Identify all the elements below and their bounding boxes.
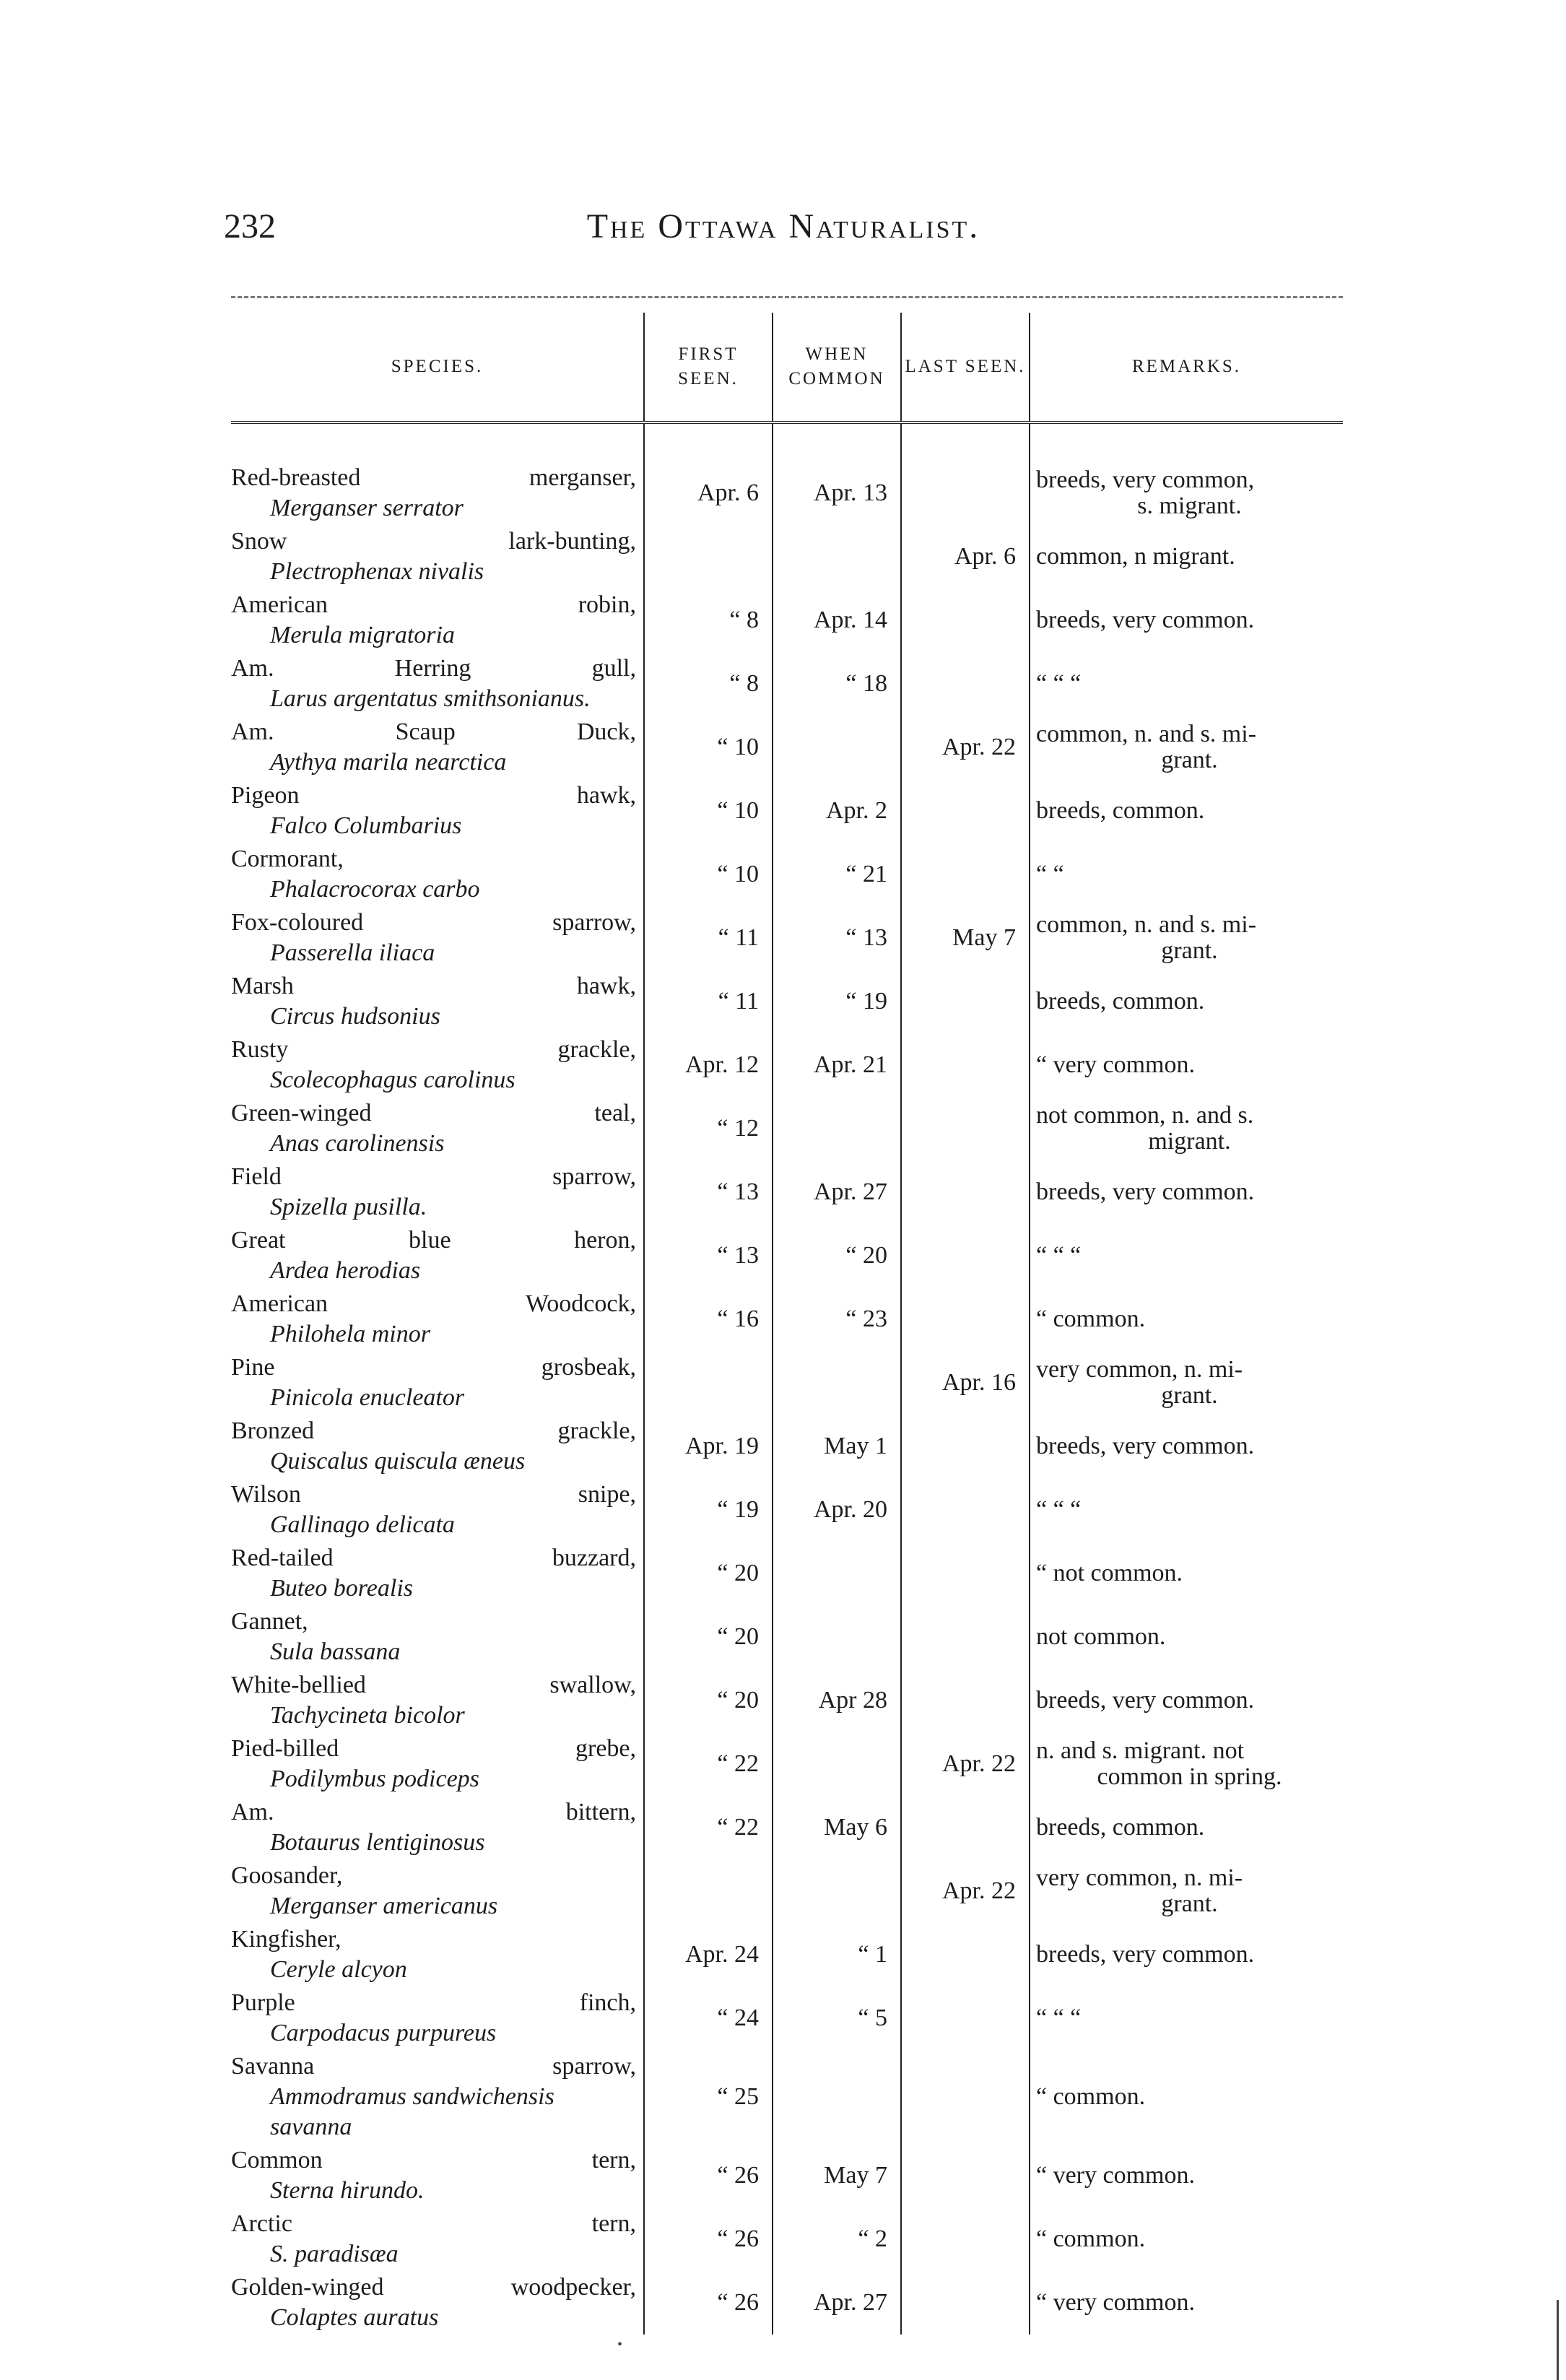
species-scientific-name: Merganser americanus	[270, 1893, 498, 1919]
remarks-line: grant.	[1161, 1890, 1218, 1917]
last-seen-cell	[901, 1605, 1030, 1669]
species-cell	[231, 1732, 644, 1796]
species-scientific-name: Gallinago delicata	[270, 1511, 455, 1538]
table-row	[231, 422, 1343, 525]
species-common-name: Purple finch,	[231, 1989, 636, 2016]
first-seen-cell: “ 22	[644, 1796, 773, 1859]
remarks-cell	[1030, 1986, 1343, 2050]
remarks-cell	[1030, 1923, 1343, 1986]
last-seen-cell: Apr. 22	[901, 716, 1030, 779]
when-common-cell: “ 19	[773, 970, 901, 1033]
table-row	[231, 1033, 1343, 1097]
last-seen-cell: Apr. 22	[901, 1732, 1030, 1796]
species-common-name: Red-breasted merganser,	[231, 464, 636, 491]
remarks-line: grant.	[1161, 1382, 1218, 1409]
remarks-line: common, n. and s. mi-	[1036, 721, 1257, 747]
species-common-name: Field sparrow,	[231, 1163, 636, 1190]
table-row	[231, 1478, 1343, 1542]
remarks-line: breeds, common.	[1036, 1814, 1205, 1841]
species-cell	[231, 1923, 644, 1986]
species-cell	[231, 422, 644, 525]
when-common-cell: Apr 28	[773, 1669, 901, 1732]
remarks-line: breeds, very common.	[1036, 1941, 1255, 1968]
species-scientific-name: Quiscalus quiscula æneus	[270, 1448, 526, 1475]
first-seen-cell: Apr. 19	[644, 1415, 773, 1478]
species-cell	[231, 1160, 644, 1224]
species-scientific-name: Ceryle alcyon	[270, 1956, 407, 1983]
remarks-line: breeds, very common.	[1036, 1433, 1255, 1459]
remarks-line: breeds, very common.	[1036, 1178, 1255, 1205]
species-scientific-name: S. paradisæa	[270, 2241, 399, 2267]
last-seen-cell	[901, 1986, 1030, 2050]
col-header-first-seen: FIRST SEEN.	[644, 313, 773, 422]
remarks-line: “ very common.	[1036, 2289, 1195, 2316]
when-common-cell: “ 2	[773, 2207, 901, 2271]
first-seen-cell	[644, 1859, 773, 1923]
remarks-line: “ common.	[1036, 1306, 1146, 1332]
remarks-line: breeds, common.	[1036, 988, 1205, 1015]
species-common-name: Golden-winged woodpecker,	[231, 2274, 636, 2301]
page-number: 232	[224, 207, 276, 246]
when-common-cell	[773, 2050, 901, 2144]
species-common-name: Cormorant,	[231, 846, 344, 872]
remarks-cell	[1030, 1732, 1343, 1796]
species-cell	[231, 779, 644, 843]
first-seen-cell: “ 10	[644, 716, 773, 779]
remarks-line: breeds, very common,	[1036, 466, 1255, 493]
first-seen-cell: “ 20	[644, 1542, 773, 1605]
last-seen-cell	[901, 1033, 1030, 1097]
when-common-cell: Apr. 20	[773, 1478, 901, 1542]
table-row	[231, 1415, 1343, 1478]
when-common-cell: Apr. 14	[773, 589, 901, 652]
table-row	[231, 1923, 1343, 1986]
when-common-cell: “ 5	[773, 1986, 901, 2050]
species-cell	[231, 2207, 644, 2271]
first-seen-cell: “ 24	[644, 1986, 773, 2050]
first-seen-cell: “ 26	[644, 2207, 773, 2271]
species-cell	[231, 2050, 644, 2144]
last-seen-cell	[901, 843, 1030, 906]
last-seen-cell	[901, 652, 1030, 716]
species-scientific-name: Circus hudsonius	[270, 1003, 440, 1030]
remarks-cell	[1030, 1478, 1343, 1542]
first-seen-cell: Apr. 12	[644, 1033, 773, 1097]
remarks-cell	[1030, 1033, 1343, 1097]
remarks-line: grant.	[1161, 747, 1218, 773]
last-seen-cell	[901, 779, 1030, 843]
remarks-line: common in spring.	[1097, 1763, 1282, 1790]
last-seen-cell	[901, 1796, 1030, 1859]
when-common-cell: Apr. 21	[773, 1033, 901, 1097]
last-seen-cell	[901, 1923, 1030, 1986]
table-row	[231, 1605, 1343, 1669]
scan-edge-bar	[1557, 2300, 1559, 2380]
species-cell	[231, 1287, 644, 1351]
species-cell	[231, 843, 644, 906]
remarks-cell	[1030, 1542, 1343, 1605]
species-common-name: Rusty grackle,	[231, 1036, 636, 1063]
remarks-cell	[1030, 1224, 1343, 1287]
when-common-cell: “ 21	[773, 843, 901, 906]
species-scientific-name: Botaurus lentiginosus	[270, 1829, 485, 1856]
col-header-when-common: WHEN COMMON	[773, 313, 901, 422]
species-common-name: Wilson snipe,	[231, 1481, 636, 1508]
when-common-cell: Apr. 2	[773, 779, 901, 843]
remarks-line: not common.	[1036, 1623, 1166, 1650]
first-seen-cell	[644, 1351, 773, 1415]
species-common-name: Fox-coloured sparrow,	[231, 909, 636, 936]
remarks-cell	[1030, 1605, 1343, 1669]
remarks-line: “ “ “	[1036, 1242, 1082, 1269]
when-common-cell	[773, 1605, 901, 1669]
first-seen-cell: “ 10	[644, 779, 773, 843]
remarks-cell	[1030, 652, 1343, 716]
table-row	[231, 1859, 1343, 1923]
last-seen-cell	[901, 1669, 1030, 1732]
when-common-cell: “ 1	[773, 1923, 901, 1986]
table-row	[231, 1351, 1343, 1415]
species-scientific-name: Merula migratoria	[270, 622, 455, 648]
remarks-line: common, n. and s. mi-	[1036, 911, 1257, 938]
species-common-name: Kingfisher,	[231, 1926, 342, 1953]
species-scientific-name: Aythya marila nearctica	[270, 749, 507, 776]
species-common-name: Pied-billed grebe,	[231, 1735, 636, 1762]
when-common-cell: “ 23	[773, 1287, 901, 1351]
species-cell	[231, 1224, 644, 1287]
last-seen-cell	[901, 1478, 1030, 1542]
remarks-cell	[1030, 1160, 1343, 1224]
species-common-name: Am. Herring gull,	[231, 655, 636, 682]
remarks-cell	[1030, 2144, 1343, 2207]
remarks-line: “ not common.	[1036, 1560, 1183, 1586]
species-scientific-name: Scolecophagus carolinus	[270, 1067, 516, 1093]
first-seen-cell: “ 22	[644, 1732, 773, 1796]
table-row	[231, 1287, 1343, 1351]
remarks-line: “ “	[1036, 861, 1064, 887]
first-seen-cell: “ 13	[644, 1160, 773, 1224]
first-seen-cell: “ 20	[644, 1669, 773, 1732]
species-common-name: Snow lark-bunting,	[231, 528, 636, 555]
table-row	[231, 2050, 1343, 2144]
species-common-name: Am. Scaup Duck,	[231, 718, 636, 745]
when-common-cell: Apr. 27	[773, 2271, 901, 2335]
last-seen-cell	[901, 1287, 1030, 1351]
remarks-cell	[1030, 779, 1343, 843]
remarks-line: common, n migrant.	[1036, 543, 1235, 570]
table-row	[231, 589, 1343, 652]
first-seen-cell: “ 26	[644, 2144, 773, 2207]
species-common-name: Goosander,	[231, 1862, 343, 1889]
species-scientific-name: Merganser serrator	[270, 495, 464, 521]
table-row	[231, 2271, 1343, 2335]
when-common-cell: “ 20	[773, 1224, 901, 1287]
last-seen-cell	[901, 970, 1030, 1033]
table-row	[231, 716, 1343, 779]
remarks-cell	[1030, 906, 1343, 970]
first-seen-cell: “ 8	[644, 589, 773, 652]
species-scientific-name: Falco Columbarius	[270, 812, 462, 839]
species-cell	[231, 716, 644, 779]
species-cell	[231, 2144, 644, 2207]
when-common-cell	[773, 525, 901, 589]
remarks-cell	[1030, 525, 1343, 589]
remarks-cell	[1030, 1669, 1343, 1732]
first-seen-cell: “ 10	[644, 843, 773, 906]
header-row	[231, 313, 1343, 422]
top-rule	[231, 296, 1343, 298]
remarks-cell	[1030, 1351, 1343, 1415]
remarks-line: grant.	[1161, 937, 1218, 964]
species-scientific-name: Spizella pusilla.	[270, 1194, 427, 1220]
table-row	[231, 1986, 1343, 2050]
remarks-line: “ “ “	[1036, 2005, 1082, 2031]
species-cell	[231, 589, 644, 652]
species-cell	[231, 1097, 644, 1160]
species-cell	[231, 1351, 644, 1415]
table-row	[231, 1097, 1343, 1160]
table-row	[231, 2144, 1343, 2207]
species-common-name: Pigeon hawk,	[231, 782, 636, 809]
when-common-cell	[773, 716, 901, 779]
when-common-cell	[773, 1859, 901, 1923]
first-seen-cell: “ 25	[644, 2050, 773, 2144]
first-seen-cell: “ 11	[644, 906, 773, 970]
table-row	[231, 525, 1343, 589]
page-header	[224, 207, 1343, 257]
remarks-line: “ very common.	[1036, 2162, 1195, 2189]
species-cell	[231, 652, 644, 716]
first-seen-cell: “ 13	[644, 1224, 773, 1287]
species-common-name: Am. bittern,	[231, 1799, 636, 1825]
migration-table-wrapper	[231, 296, 1343, 2335]
remarks-cell	[1030, 1097, 1343, 1160]
species-scientific-name: Phalacrocorax carbo	[270, 876, 480, 903]
species-scientific-name: Podilymbus podiceps	[270, 1766, 479, 1792]
when-common-cell: “ 13	[773, 906, 901, 970]
species-cell	[231, 1605, 644, 1669]
when-common-cell	[773, 1732, 901, 1796]
first-seen-cell: “ 8	[644, 652, 773, 716]
species-scientific-name: Carpodacus purpureus	[270, 2020, 497, 2046]
species-scientific-name: Larus argentatus smithsonianus.	[270, 685, 591, 712]
last-seen-cell	[901, 589, 1030, 652]
table-row	[231, 1669, 1343, 1732]
species-cell	[231, 1796, 644, 1859]
remarks-cell	[1030, 1796, 1343, 1859]
migration-table	[231, 313, 1343, 2335]
remarks-line: “ “ “	[1036, 670, 1082, 697]
species-scientific-name: Ardea herodias	[270, 1257, 421, 1284]
when-common-cell	[773, 1542, 901, 1605]
last-seen-cell	[901, 2050, 1030, 2144]
last-seen-cell	[901, 1160, 1030, 1224]
when-common-cell: May 1	[773, 1415, 901, 1478]
species-scientific-name: Buteo borealis	[270, 1575, 413, 1602]
species-scientific-name: Ammodramus sandwichensis savanna	[270, 2083, 554, 2140]
species-common-name: Pine grosbeak,	[231, 1354, 636, 1381]
remarks-cell	[1030, 589, 1343, 652]
remarks-cell	[1030, 716, 1343, 779]
last-seen-cell	[901, 2271, 1030, 2335]
last-seen-cell	[901, 1542, 1030, 1605]
species-cell	[231, 1859, 644, 1923]
remarks-cell	[1030, 2050, 1343, 2144]
table-row	[231, 1796, 1343, 1859]
species-cell	[231, 1033, 644, 1097]
table-row	[231, 2207, 1343, 2271]
remarks-cell	[1030, 1415, 1343, 1478]
species-scientific-name: Philohela minor	[270, 1321, 430, 1347]
remarks-line: very common, n. mi-	[1036, 1356, 1243, 1383]
remarks-cell	[1030, 2271, 1343, 2335]
table-row	[231, 970, 1343, 1033]
last-seen-cell	[901, 422, 1030, 525]
table-row	[231, 779, 1343, 843]
first-seen-cell: “ 11	[644, 970, 773, 1033]
remarks-cell	[1030, 422, 1343, 525]
col-header-remarks: REMARKS.	[1030, 313, 1343, 422]
remarks-line: breeds, very common.	[1036, 1687, 1255, 1714]
col-header-species: SPECIES.	[231, 313, 644, 422]
last-seen-cell: Apr. 6	[901, 525, 1030, 589]
last-seen-cell	[901, 1224, 1030, 1287]
species-common-name: White-bellied swallow,	[231, 1672, 636, 1698]
last-seen-cell: Apr. 16	[901, 1351, 1030, 1415]
first-seen-cell: “ 19	[644, 1478, 773, 1542]
stray-mark: •	[617, 2337, 623, 2353]
when-common-cell: May 7	[773, 2144, 901, 2207]
remarks-cell	[1030, 1859, 1343, 1923]
remarks-cell	[1030, 970, 1343, 1033]
when-common-cell: May 6	[773, 1796, 901, 1859]
first-seen-cell	[644, 525, 773, 589]
species-common-name: Bronzed grackle,	[231, 1417, 636, 1444]
remarks-line: “ common.	[1036, 2083, 1146, 2110]
table-row	[231, 1224, 1343, 1287]
species-scientific-name: Tachycineta bicolor	[270, 1702, 465, 1729]
species-common-name: American Woodcock,	[231, 1290, 636, 1317]
table-row	[231, 1160, 1343, 1224]
first-seen-cell: “ 12	[644, 1097, 773, 1160]
remarks-line: n. and s. migrant. not	[1036, 1737, 1245, 1764]
species-cell	[231, 906, 644, 970]
species-scientific-name: Anas carolinensis	[270, 1130, 445, 1157]
species-scientific-name: Sterna hirundo.	[270, 2177, 425, 2204]
col-header-last-seen: LAST SEEN.	[901, 313, 1030, 422]
remarks-line: “ very common.	[1036, 1051, 1195, 1078]
remarks-cell	[1030, 2207, 1343, 2271]
table-row	[231, 1542, 1343, 1605]
when-common-cell: Apr. 13	[773, 422, 901, 525]
last-seen-cell	[901, 2207, 1030, 2271]
species-common-name: Marsh hawk,	[231, 973, 636, 999]
table-body	[231, 422, 1343, 2335]
species-common-name: Great blue heron,	[231, 1227, 636, 1254]
table-row	[231, 843, 1343, 906]
remarks-line: “ “ “	[1036, 1496, 1082, 1523]
species-cell	[231, 525, 644, 589]
species-common-name: Green-winged teal,	[231, 1100, 636, 1126]
last-seen-cell	[901, 1415, 1030, 1478]
species-scientific-name: Colaptes auratus	[270, 2304, 439, 2331]
species-common-name: Common tern,	[231, 2147, 636, 2173]
remarks-line: s. migrant.	[1137, 492, 1242, 519]
species-cell	[231, 970, 644, 1033]
first-seen-cell: “ 26	[644, 2271, 773, 2335]
remarks-line: breeds, common.	[1036, 797, 1205, 824]
last-seen-cell: Apr. 22	[901, 1859, 1030, 1923]
remarks-line: breeds, very common.	[1036, 607, 1255, 633]
remarks-line: “ common.	[1036, 2225, 1146, 2252]
species-cell	[231, 1415, 644, 1478]
last-seen-cell	[901, 1097, 1030, 1160]
table-row	[231, 652, 1343, 716]
species-common-name: Savanna sparrow,	[231, 2053, 636, 2080]
species-common-name: American robin,	[231, 591, 636, 618]
remarks-line: not common, n. and s.	[1036, 1102, 1254, 1129]
when-common-cell	[773, 1351, 901, 1415]
last-seen-cell: May 7	[901, 906, 1030, 970]
species-common-name: Gannet,	[231, 1608, 308, 1635]
species-common-name: Red-tailed buzzard,	[231, 1545, 636, 1571]
remarks-line: migrant.	[1148, 1128, 1231, 1155]
species-cell	[231, 1986, 644, 2050]
remarks-cell	[1030, 843, 1343, 906]
species-scientific-name: Pinicola enucleator	[270, 1384, 465, 1411]
table-row	[231, 1732, 1343, 1796]
species-scientific-name: Sula bassana	[270, 1638, 401, 1665]
species-cell	[231, 1478, 644, 1542]
species-cell	[231, 1542, 644, 1605]
table-row	[231, 906, 1343, 970]
species-cell	[231, 1669, 644, 1732]
when-common-cell: “ 18	[773, 652, 901, 716]
remarks-line: very common, n. mi-	[1036, 1864, 1243, 1891]
last-seen-cell	[901, 2144, 1030, 2207]
running-title: The Ottawa Naturalist.	[586, 207, 980, 246]
species-common-name: Arctic tern,	[231, 2210, 636, 2237]
first-seen-cell: “ 16	[644, 1287, 773, 1351]
first-seen-cell: Apr. 6	[644, 422, 773, 525]
species-scientific-name: Plectrophenax nivalis	[270, 558, 484, 585]
first-seen-cell: Apr. 24	[644, 1923, 773, 1986]
remarks-cell	[1030, 1287, 1343, 1351]
species-cell	[231, 2271, 644, 2335]
when-common-cell: Apr. 27	[773, 1160, 901, 1224]
species-scientific-name: Passerella iliaca	[270, 939, 435, 966]
when-common-cell	[773, 1097, 901, 1160]
first-seen-cell: “ 20	[644, 1605, 773, 1669]
